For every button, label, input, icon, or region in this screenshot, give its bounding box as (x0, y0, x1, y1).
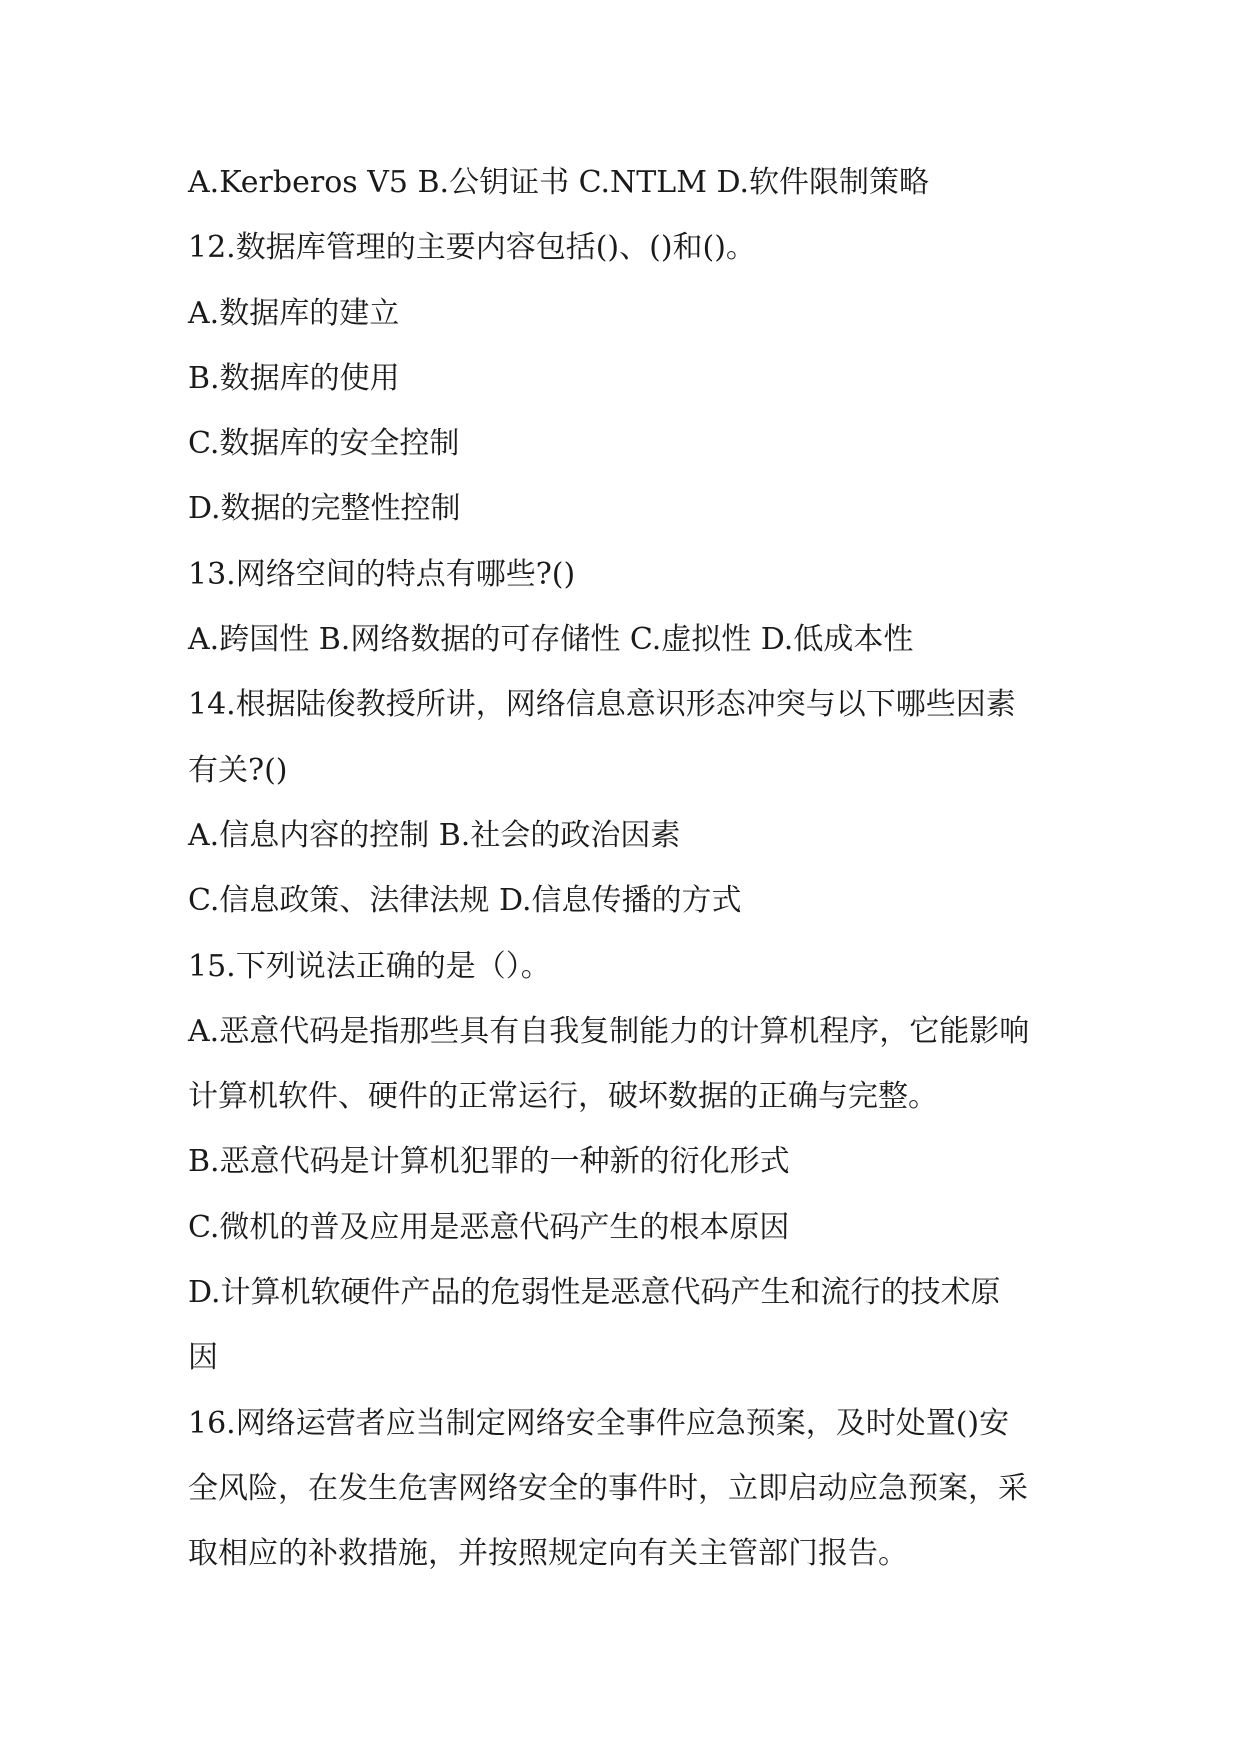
q16-question-line-2: 全风险，在发生危害网络安全的事件时，立即启动应急预案，采 (188, 1470, 1028, 1506)
q15-option-d-line-2: 因 (188, 1340, 218, 1376)
q15-question: 15.下列说法正确的是（）。 (188, 948, 551, 984)
q15-option-a-line-1: A.恶意代码是指那些具有自我复制能力的计算机程序，它能影响 (188, 1013, 1030, 1049)
q14-options-ab: A.信息内容的控制 B.社会的政治因素 (188, 817, 681, 853)
q16-question-line-1: 16.网络运营者应当制定网络安全事件应急预案，及时处置()安 (188, 1405, 1010, 1441)
q14-question-line-1: 14.根据陆俊教授所讲，网络信息意识形态冲突与以下哪些因素 (188, 687, 1016, 723)
q13-question: 13.网络空间的特点有哪些?() (188, 556, 576, 592)
q15-option-c: C.微机的普及应用是恶意代码产生的根本原因 (188, 1209, 790, 1245)
q15-option-a-line-2: 计算机软件、硬件的正常运行，破坏数据的正确与完整。 (188, 1079, 938, 1115)
q15-option-b: B.恶意代码是计算机犯罪的一种新的衍化形式 (188, 1144, 790, 1180)
q12-question: 12.数据库管理的主要内容包括()、()和()。 (188, 230, 756, 266)
q12-option-d: D.数据的完整性控制 (188, 491, 461, 527)
q11-options: A.Kerberos V5 B.公钥证书 C.NTLM D.软件限制策略 (188, 165, 929, 200)
q13-options: A.跨国性 B.网络数据的可存储性 C.虚拟性 D.低成本性 (188, 622, 914, 658)
q12-option-b: B.数据库的使用 (188, 360, 400, 396)
q16-question-line-3: 取相应的补救措施，并按照规定向有关主管部门报告。 (188, 1536, 908, 1572)
q12-option-c: C.数据库的安全控制 (188, 426, 460, 462)
q15-option-d-line-1: D.计算机软硬件产品的危弱性是恶意代码产生和流行的技术原 (188, 1275, 1001, 1311)
document-page (188, 150, 1068, 1587)
q12-option-a: A.数据库的建立 (188, 295, 400, 331)
q14-question-line-2: 有关?() (188, 752, 288, 788)
q14-options-cd: C.信息政策、法律法规 D.信息传播的方式 (188, 883, 742, 919)
